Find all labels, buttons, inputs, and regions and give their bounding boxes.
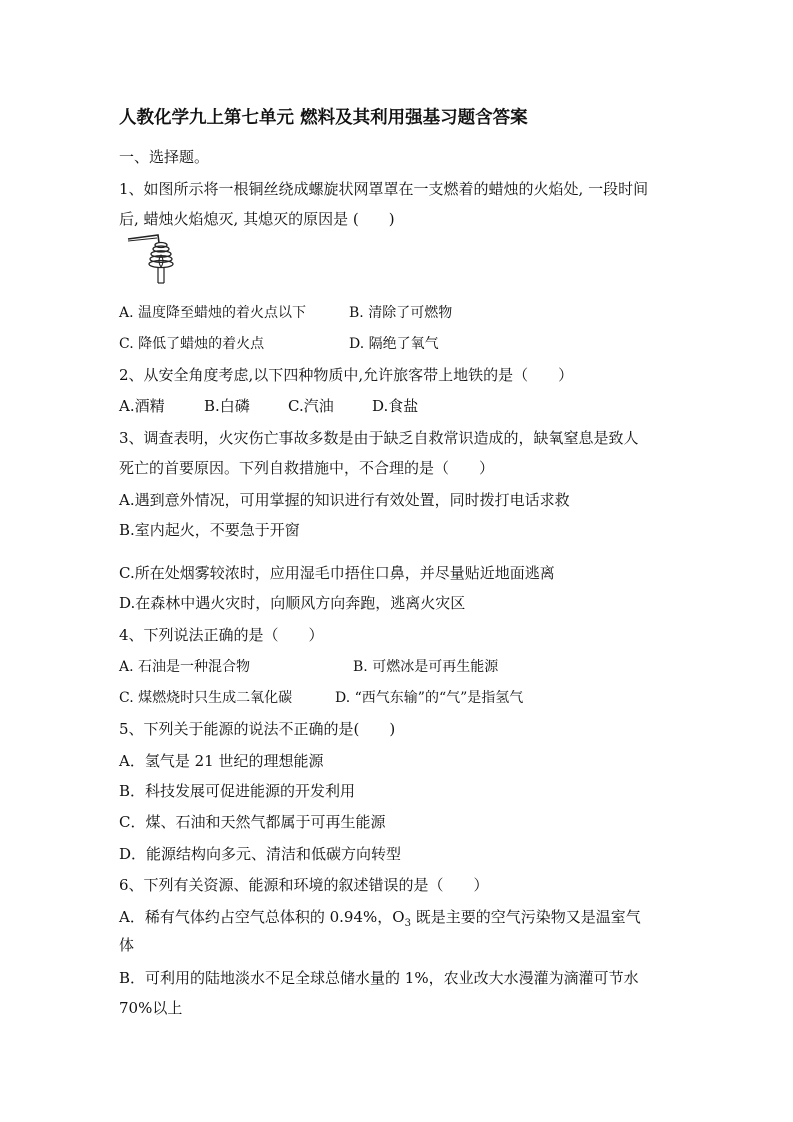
q3-option-a: A.遇到意外情况，可用掌握的知识进行有效处置，同时拨打电话求救: [119, 491, 570, 509]
q5-stem: 5、下列关于能源的说法不正确的是( ): [119, 720, 396, 738]
q3-option-c: C.所在处烟雾较浓时，应用湿毛巾捂住口鼻，并尽量贴近地面逃离: [119, 564, 555, 582]
q3-option-b: B.室内起火，不要急于开窗: [119, 521, 300, 539]
q2-option-c: C.汽油: [288, 397, 334, 415]
q2-option-b: B.白磷: [204, 397, 250, 415]
q4-option-b: B. 可燃冰是可再生能源: [353, 659, 499, 675]
q2-option-a: A.酒精: [119, 397, 165, 415]
q1-option-d: D. 隔绝了氧气: [349, 336, 439, 352]
q1-option-b: B. 清除了可燃物: [349, 305, 453, 321]
q1-stem-line2: 后, 蜡烛火焰熄灭, 其熄灭的原因是 ( ): [119, 210, 395, 228]
q1-option-c: C. 降低了蜡烛的着火点: [119, 336, 265, 352]
q3-stem-line2: 死亡的首要原因。下列自救措施中，不合理的是（ ）: [119, 459, 495, 477]
q4-option-a: A. 石油是一种混合物: [119, 659, 251, 675]
section-heading: 一、选择题。: [119, 148, 210, 166]
q5-option-b: B．科技发展可促进能源的开发利用: [119, 782, 356, 800]
q6-option-a-post: 既是主要的空气污染物又是温室气: [410, 908, 641, 926]
q4-option-d: D. “西气东输”的“气”是指氢气: [335, 690, 524, 706]
ozone-subscript: 3: [404, 918, 411, 929]
copper-coil-over-candle-icon: [126, 231, 186, 287]
q6-option-a-line1: [119, 906, 641, 929]
q3-stem-line1: 3、调查表明，火灾伤亡事故多数是由于缺乏自救常识造成的，缺氧窒息是致人: [119, 429, 639, 447]
q4-stem: 4、下列说法正确的是（ ）: [119, 626, 324, 644]
q2-stem: 2、从安全角度考虑,以下四种物质中,允许旅客带上地铁的是（ ）: [119, 366, 574, 384]
document-title: 人教化学九上第七单元 燃料及其利用强基习题含答案: [119, 108, 528, 128]
q6-option-b-line2: 70%以上: [119, 999, 183, 1017]
q2-option-d: D.食盐: [372, 397, 419, 415]
q5-option-d: D．能源结构向多元、清洁和低碳方向转型: [119, 845, 402, 863]
q5-option-c: C．煤、石油和天然气都属于可再生能源: [119, 813, 386, 831]
q6-option-a-line2: 体: [119, 936, 135, 954]
q4-option-c: C. 煤燃烧时只生成二氧化碳: [119, 690, 293, 706]
q1-stem-line1: 1、如图所示将一根铜丝绕成螺旋状网罩罩在一支燃着的蜡烛的火焰处, 一段时间: [119, 180, 649, 198]
q6-stem: 6、下列有关资源、能源和环境的叙述错误的是（ ）: [119, 876, 489, 894]
q6-option-b-line1: B．可利用的陆地淡水不足全球总储水量的 1%，农业改大水漫灌为滴灌可节水: [119, 969, 639, 987]
q1-option-a: A. 温度降至蜡烛的着火点以下: [119, 305, 307, 321]
q3-option-d: D.在森林中遇火灾时，向顺风方向奔跑，逃离火灾区: [119, 594, 466, 612]
q6-option-a-pre: A．稀有气体约占空气总体积的 0.94%，O: [119, 908, 405, 926]
q5-option-a: A．氢气是 21 世纪的理想能源: [119, 752, 324, 770]
